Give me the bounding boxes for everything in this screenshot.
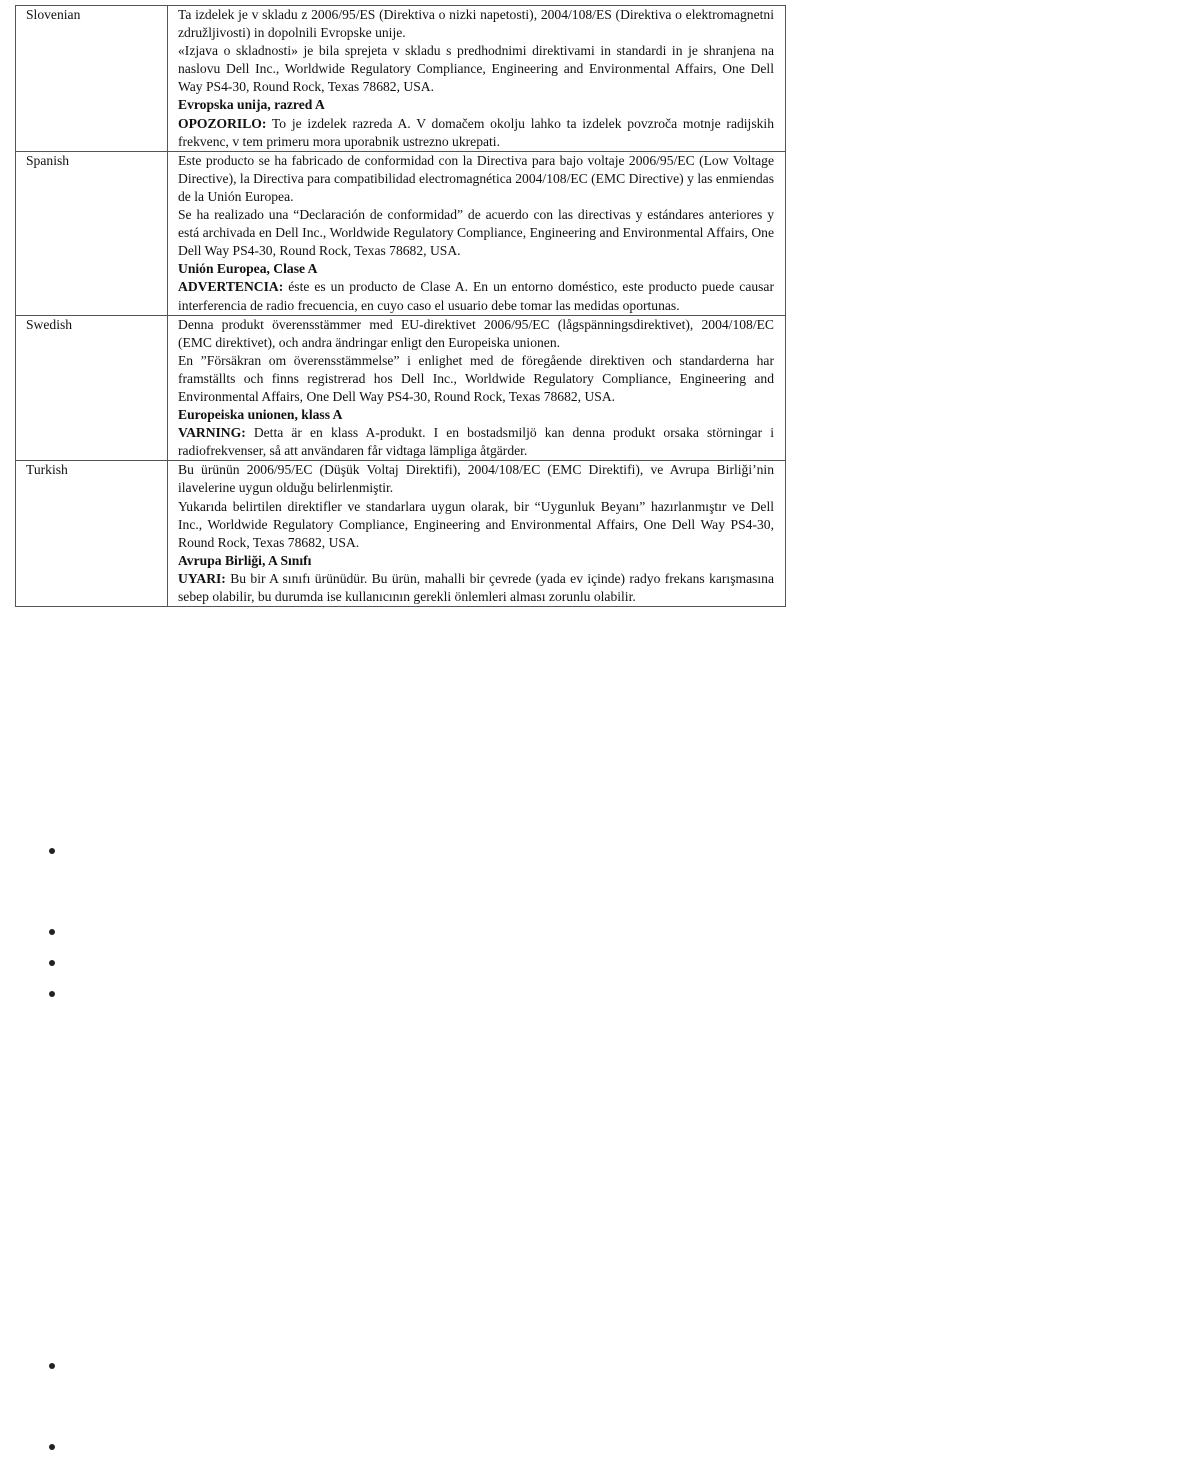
compliance-paragraph: Denna produkt överensstämmer med EU-direktivet 2006/95/EC (lågspänningsdirektivet), 2004/108/EC (EMC direktivet), och andra ändringar enligt den Europeiska unionen.: [178, 316, 774, 350]
warning-label: UYARI:: [178, 570, 226, 586]
list-bullet: [49, 991, 55, 997]
class-heading: Avrupa Birliği, A Sınıfı: [178, 552, 312, 568]
warning-paragraph: [178, 424, 774, 460]
notice-cell: [168, 461, 786, 607]
warning-text: To je izdelek razreda A. V domačem okolju lahko ta izdelek povzroča motnje radijskih frekvenc, v tem primeru mora uporabnik ustrezno ukrepati.: [178, 115, 774, 149]
compliance-paragraph: Bu ürünün 2006/95/EC (Düşük Voltaj Direktifi), 2004/108/EC (EMC Direktifi), ve Avrupa Birliği’nin ilavelerine uygun olduğu belirlenmiştir.: [178, 462, 774, 496]
table-row: [16, 315, 786, 461]
compliance-paragraph: Este producto se ha fabricado de conformidad con la Directiva para bajo voltaje 2006/95/EC (Low Voltage Directive), la Directiva para compatibilidad electromagnética 2004/108/EC (EMC Directive) y las enmiendas de la Unión Europea.: [178, 152, 774, 204]
list-bullet: [49, 1363, 55, 1369]
warning-text: Bu bir A sınıfı ürünüdür. Bu ürün, mahalli bir çevrede (yada ev içinde) radyo frekans karışmasına sebep olabilir, bu durumda ise kullanıcının gerekli önlemleri alması zorunlu olabilir.: [178, 570, 774, 604]
list-bullet: [49, 848, 55, 854]
declaration-paragraph: Se ha realizado una “Declaración de conformidad” de acuerdo con las directivas y estándares anteriores y está archivada en Dell Inc., Worldwide Regulatory Compliance, Engineering and Environmental Affairs, One Dell Way PS4-30, Round Rock, Texas 78682, USA.: [178, 207, 774, 259]
compliance-paragraph: Ta izdelek je v skladu z 2006/95/ES (Direktiva o nizki napetosti), 2004/108/ES (Direktiva o elektromagnetni združljivosti) in dopolnili Evropske unije.: [178, 7, 774, 41]
list-bullet: [49, 960, 55, 966]
language-cell: Slovenian: [16, 6, 168, 152]
notice-cell: [168, 151, 786, 315]
language-cell: Swedish: [16, 315, 168, 461]
regulatory-notice-table: [15, 5, 786, 607]
table-row: [16, 461, 786, 607]
warning-paragraph: [178, 278, 774, 314]
list-bullet: [49, 1444, 55, 1450]
class-heading: Europeiska unionen, klass A: [178, 407, 343, 423]
declaration-paragraph: En ”Försäkran om överensstämmelse” i enlighet med de föregående direktiven och standarderna har framställts och finns registrerad hos Dell Inc., Worldwide Regulatory Compliance, Engineering and Environmental Affairs, One Dell Way PS4-30, Round Rock, Texas 78682, USA.: [178, 352, 774, 404]
warning-text: Detta är en klass A-produkt. I en bostadsmiljö kan denna produkt orsaka störningar i radiofrekvenser, så att användaren får vidtaga lämpliga åtgärder.: [178, 425, 774, 459]
warning-paragraph: [178, 115, 774, 151]
declaration-paragraph: «Izjava o skladnosti» je bila sprejeta v skladu s predhodnimi direktivami in standardi in je shranjena na naslovu Dell Inc., Worldwide Regulatory Compliance, Engineering and Environmental Affairs, One Dell Way PS4-30, Round Rock, Texas 78682, USA.: [178, 43, 774, 95]
warning-text: éste es un producto de Clase A. En un entorno doméstico, este producto puede causar interferencia de radio frecuencia, en cuyo caso el usuario debe tomar las medidas oportunas.: [178, 279, 774, 313]
list-bullet: [49, 929, 55, 935]
notice-cell: [168, 315, 786, 461]
warning-paragraph: [178, 570, 774, 606]
class-heading: Unión Europea, Clase A: [178, 261, 318, 277]
declaration-paragraph: Yukarıda belirtilen direktifler ve standarlara uygun olarak, bir “Uygunluk Beyanı” hazırlanmıştır ve Dell Inc., Worldwide Regulatory Compliance, Engineering and Environmental Affairs, One Dell Way PS4-30, Round Rock, Texas 78682, USA.: [178, 498, 774, 550]
table-row: [16, 6, 786, 152]
language-cell: Spanish: [16, 151, 168, 315]
class-heading: Evropska unija, razred A: [178, 97, 325, 113]
notice-cell: [168, 6, 786, 152]
table-row: [16, 151, 786, 315]
warning-label: VARNING:: [178, 425, 246, 441]
warning-label: ADVERTENCIA:: [178, 279, 284, 295]
warning-label: OPOZORILO:: [178, 115, 267, 131]
language-cell: Turkish: [16, 461, 168, 607]
